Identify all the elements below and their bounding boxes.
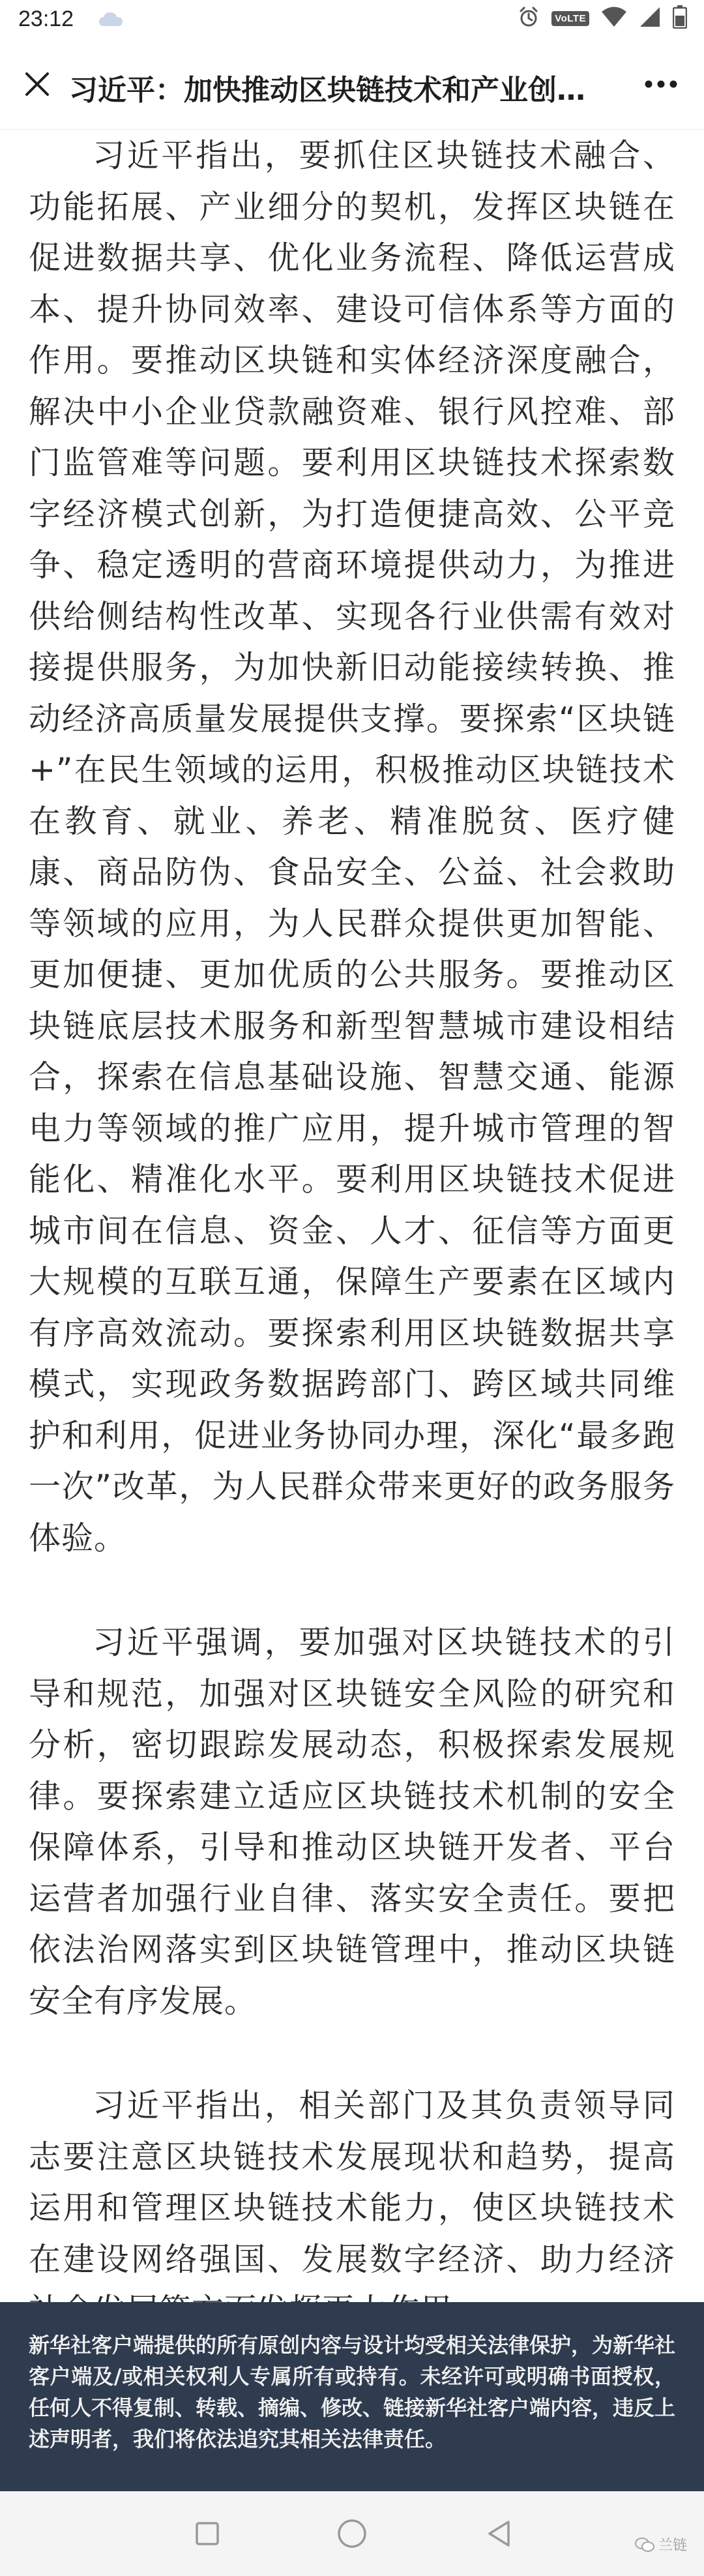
- status-time: 23:12: [18, 7, 74, 31]
- back-button[interactable]: [476, 2511, 521, 2556]
- article-paragraph: 习近平强调，要加强对区块链技术的引导和规范，加强对区块链安全风险的研究和分析，密切跟踪发展动态，积极探索发展规律。要探索建立适应区块链技术机制的安全保障体系，引导和推动区块链开发者、平台运营者加强行业自律、落实安全责任。要把依法治网落实到区块链管理中，推动区块链安全有序发展。: [29, 1624, 675, 2020]
- status-bar: [0, 0, 704, 42]
- watermark: [635, 2534, 687, 2554]
- watermark-text: 兰链: [658, 2538, 687, 2554]
- more-button[interactable]: [636, 61, 686, 107]
- recent-apps-icon: [194, 2521, 220, 2547]
- close-button[interactable]: [14, 61, 60, 107]
- battery-icon: [673, 5, 687, 31]
- article-paragraph: 习近平指出，要抓住区块链技术融合、功能拓展、产业细分的契机，发挥区块链在促进数据共享、优化业务流程、降低运营成本、提升协同效率、建设可信体系等方面的作用。要推动区块链和实体经济深度融合，解决中小企业贷款融资难、银行风控难、部门监管难等问题。要利用区块链技术探索数字经济模式创新，为打造便捷高效、公平竞争、稳定透明的营商环境提供动力，为推进供给侧结构性改革、实现各行业供需有效对接提供服务，为加快新旧动能接续转换、推动经济高质量发展提供支撑。要探索“区块链+”在民生领域的运用，积极推动区块链技术在教育、就业、养老、精准脱贫、医疗健康、商品防伪、食品安全、公益、社会救助等领域的应用，为人民群众提供更加智能、更加便捷、更加优质的公共服务。要推动区块链底层技术服务和新型智慧城市建设相结合，探索在信息基础设施、智慧交通、能源电力等领域的推广应用，提升城市管理的智能化、精准化水平。要利用区块链技术促进城市间在信息、资金、人才、征信等方面更大规模的互联互通，保障生产要素在区域内有序高效流动。要探索利用区块链数据共享模式，实现政务数据跨部门、跨区域共同维护和利用，促进业务协同办理，深化“最多跑一次”改革，为人民群众带来更好的政务服务体验。: [29, 137, 675, 1557]
- more-icon: [644, 80, 678, 89]
- copyright-text: 新华社客户端提供的所有原创内容与设计均受相关法律保护，为新华社客户端及/或相关权利人专属所有或持有。未经许可或明确书面授权，任何人不得复制、转载、摘编、修改、链接新华社客户端内容，违反上述声明者，我们将依法追究其相关法律责任。: [29, 2333, 676, 2451]
- signal-icon: [639, 6, 661, 31]
- wifi-icon: [601, 6, 627, 31]
- cloud-icon: [98, 10, 124, 30]
- volte-icon: VoLTE: [551, 11, 589, 26]
- copyright-notice: [0, 2302, 704, 2491]
- home-icon: [336, 2518, 368, 2549]
- article-paragraph: 习近平指出，相关部门及其负责领导同志要注意区块链技术发展现状和趋势，提高运用和管理区块链技术能力，使区块链技术在建设网络强国、发展数字经济、助力经济: [29, 2087, 675, 2278]
- title-bar: [0, 42, 704, 130]
- recent-apps-button[interactable]: [184, 2511, 230, 2556]
- navigation-bar: [0, 2491, 704, 2576]
- wechat-icon: [635, 2537, 654, 2553]
- alarm-icon: [518, 6, 540, 31]
- back-icon: [486, 2519, 512, 2548]
- status-icons: [518, 5, 687, 31]
- close-icon: [24, 71, 50, 97]
- page-title: 习近平：加快推动区块链技术和产业创…: [69, 74, 585, 107]
- article-body: [29, 130, 675, 2390]
- home-button[interactable]: [329, 2511, 375, 2556]
